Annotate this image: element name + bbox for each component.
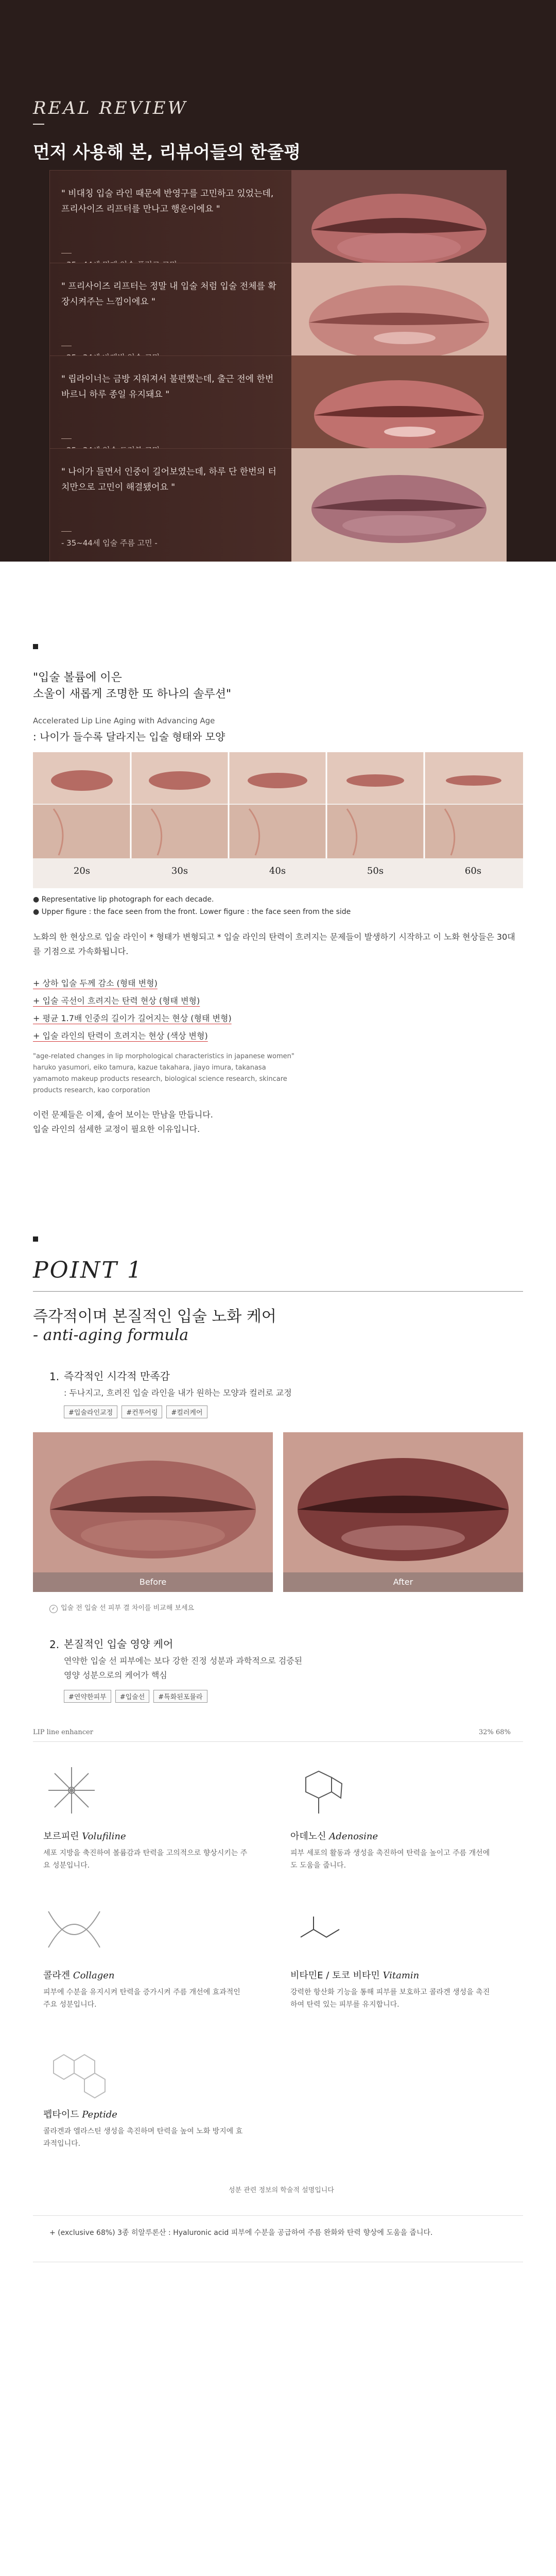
- hashtag: #컬러케어: [166, 1405, 207, 1418]
- step1-tags: [64, 1405, 207, 1418]
- review-divider: [33, 124, 44, 125]
- point1-subtitle: - anti-aging formula: [33, 1326, 189, 1344]
- review-kicker: REAL REVIEW: [33, 98, 188, 118]
- review-quote: " 립라이너는 금방 지워져서 불편했는데, 출근 전에 한번 바르니 하루 종일 유지돼요 ": [61, 374, 274, 400]
- ingredient-name: 보르피린 Volufiline: [43, 1831, 126, 1842]
- decade-label: 50s: [367, 866, 384, 876]
- figure-caption: ● Upper figure : the face seen from the front. Lower figure : the face seen from the side: [33, 908, 351, 916]
- adenosine-molecule-icon: [290, 1762, 352, 1819]
- aging-closing: 이런 문제들은 이제, 솔어 보이는 만남을 만듭니다. 입술 라인의 섬세한 교정이 필요한 이유입니다.: [33, 1110, 213, 1134]
- aging-section: [0, 562, 556, 1190]
- review-section: [0, 0, 556, 562]
- decade-label: 40s: [269, 866, 286, 876]
- aging-highlight: + 평균 1.7배 인중의 길이가 길어지는 현상 (형태 변형): [33, 1013, 232, 1023]
- ingredient-name: 콜라겐 Collagen: [43, 1970, 115, 1981]
- lip-photo: [291, 448, 507, 568]
- divider: [33, 2215, 523, 2216]
- before-photo: [33, 1432, 273, 1592]
- peptide-molecule-icon: [43, 2040, 115, 2102]
- hashtag: #입술라인교정: [64, 1405, 117, 1418]
- step-number: 2.: [49, 1638, 60, 1651]
- review-quote: " 나이가 들면서 인중이 길어보였는데, 하루 단 한번의 터치만으로 고민이 해결됐어요 ": [61, 467, 276, 493]
- ingredient-desc: 피부에 수분을 유지시켜 탄력을 증가시켜 주름 개선에 효과적인 주요 성분입니다.: [43, 1988, 240, 2009]
- section-marker: [33, 644, 38, 649]
- aging-english-title: Accelerated Lip Line Aging with Advancing Age: [33, 716, 215, 725]
- aging-highlight: + 입술 라인의 탄력이 흐려지는 현상 (색상 변형): [33, 1031, 208, 1041]
- decade-label: 60s: [464, 866, 482, 876]
- ingredient-desc: 강력한 항산화 기능을 통해 피부를 보호하고 콜라겐 생성을 촉진하여 탄력 있는 피부를 유지합니다.: [290, 1988, 490, 2009]
- decade-photo-panel: [33, 752, 523, 888]
- aging-highlight: + 입술 곡선이 흐려지는 탄력 현상 (형태 변형): [33, 996, 200, 1006]
- volufiline-molecule-icon: [43, 1762, 100, 1819]
- review-quote: " 프리사이즈 리프터는 정말 내 입술 처럼 입술 전체를 확장시켜주는 느낌이에요 ": [61, 281, 276, 307]
- divider: [33, 1741, 523, 1742]
- ingredient-desc: 세포 지방을 축진하여 볼륨감과 탄력을 고의적으로 향상시키는 주요 성분입니다.: [43, 1849, 248, 1870]
- collagen-molecule-icon: [43, 1901, 105, 1958]
- hashtag: #입술선: [115, 1690, 150, 1703]
- ingredient-desc: 피부 세포의 활동과 생성을 촉진하여 탄력을 높이고 주름 개선에도 도움을 줍니다.: [290, 1849, 490, 1870]
- ingredient-name: 펩타이드 Peptide: [43, 2109, 117, 2120]
- before-label: Before: [33, 1572, 273, 1592]
- divider: [33, 1291, 523, 1292]
- aging-highlight: + 상하 입술 두께 감소 (형태 변형): [33, 978, 158, 988]
- vitamin-molecule-icon: [290, 1901, 352, 1958]
- aging-paragraph: 노화의 한 현상으로 입술 라인이 * 형태가 변형되고 * 입술 라인의 탄력이 흐려지는 문제들이 발생하기 시작하고 이 노화 현상들은 30대를 기점으로 가속화됩니다.: [33, 932, 515, 956]
- exclusive-note: + (exclusive 68%) 3종 히알루론산 : Hyaluronic acid 피부에 수분을 공급하여 주름 완화와 탄력 향상에 도움을 줍니다.: [49, 2229, 433, 2237]
- aging-korean-title: : 나이가 들수록 달라지는 입술 형태와 모양: [33, 731, 225, 743]
- section-marker: [33, 1236, 38, 1242]
- before-after: [33, 1432, 523, 1592]
- hashtag: #연약한피부: [64, 1690, 111, 1703]
- lip-enhancer-percent: 32% 68%: [479, 1728, 511, 1736]
- decade-label: 30s: [171, 866, 188, 876]
- step2-tags: [64, 1690, 207, 1703]
- research-reference: "age-related changes in lip morphological characteristics in japanese women" haruko yasumori, eiko tamura, kazue takahara, jiayo imura, takanasa yamamoto makeup products research, biological science research, skincare products research, kao corporation: [33, 1053, 294, 1094]
- review-author: - 35~44세 입술 주름 고민 -: [61, 538, 158, 548]
- point1-label: POINT 1: [33, 1257, 143, 1283]
- review-quote: " 비대칭 입술 라인 때문에 반영구를 고민하고 있었는데, 프리사이즈 리프터를 만나고 행운이에요 ": [61, 189, 274, 214]
- review-headline: 먼저 사용해 본, 리뷰어들의 한줄평: [33, 142, 301, 163]
- step-title: 즉각적인 시각적 만족감: [64, 1370, 170, 1382]
- check-icon: ✓: [49, 1605, 58, 1613]
- photo-note: ✓ 입술 전 입술 선 피부 결 차이를 비교해 보세요: [49, 1602, 194, 1613]
- aging-question: "입술 볼륨에 이은 소울이 새롭게 조명한 또 하나의 솔루션": [33, 671, 232, 701]
- figure-caption: ● Representative lip photograph for each decade.: [33, 895, 214, 904]
- review-card: [49, 448, 507, 568]
- hashtag: #특화된포뮬라: [153, 1690, 207, 1703]
- ingredient-name: 아데노신 Adenosine: [290, 1831, 378, 1842]
- point1-section: [0, 1190, 556, 2576]
- after-photo: [283, 1432, 523, 1592]
- lip-enhancer-label: LIP line enhancer: [33, 1728, 93, 1736]
- ingredient-note: 성분 관련 정보의 학술적 설명입니다: [229, 2187, 334, 2194]
- step-desc: 연약한 입술 선 피부에는 보다 강한 진정 성분과 과학적으로 검증된 영양 성분으로의 케어가 핵심: [64, 1656, 303, 1680]
- ingredient-name: 비타민E / 토코 비타민 Vitamin: [290, 1970, 420, 1981]
- after-label: After: [283, 1572, 523, 1592]
- ingredient-grid: [33, 1762, 523, 2277]
- step-number: 1.: [49, 1370, 60, 1383]
- step-title: 본질적인 입술 영양 케어: [64, 1638, 173, 1650]
- hashtag: #컨투어링: [121, 1405, 162, 1418]
- ingredient-desc: 콜라겐과 엘라스틴 생성을 촉진하며 탄력을 높여 노화 방지에 효과적입니다.: [43, 2127, 243, 2148]
- point1-title: 즉각적이며 본질적인 입술 노화 케어: [33, 1308, 276, 1326]
- decade-label: 20s: [73, 866, 91, 876]
- step-desc: : 두나지고, 흐려진 입술 라인을 내가 원하는 모양과 컬러로 교정: [64, 1388, 292, 1398]
